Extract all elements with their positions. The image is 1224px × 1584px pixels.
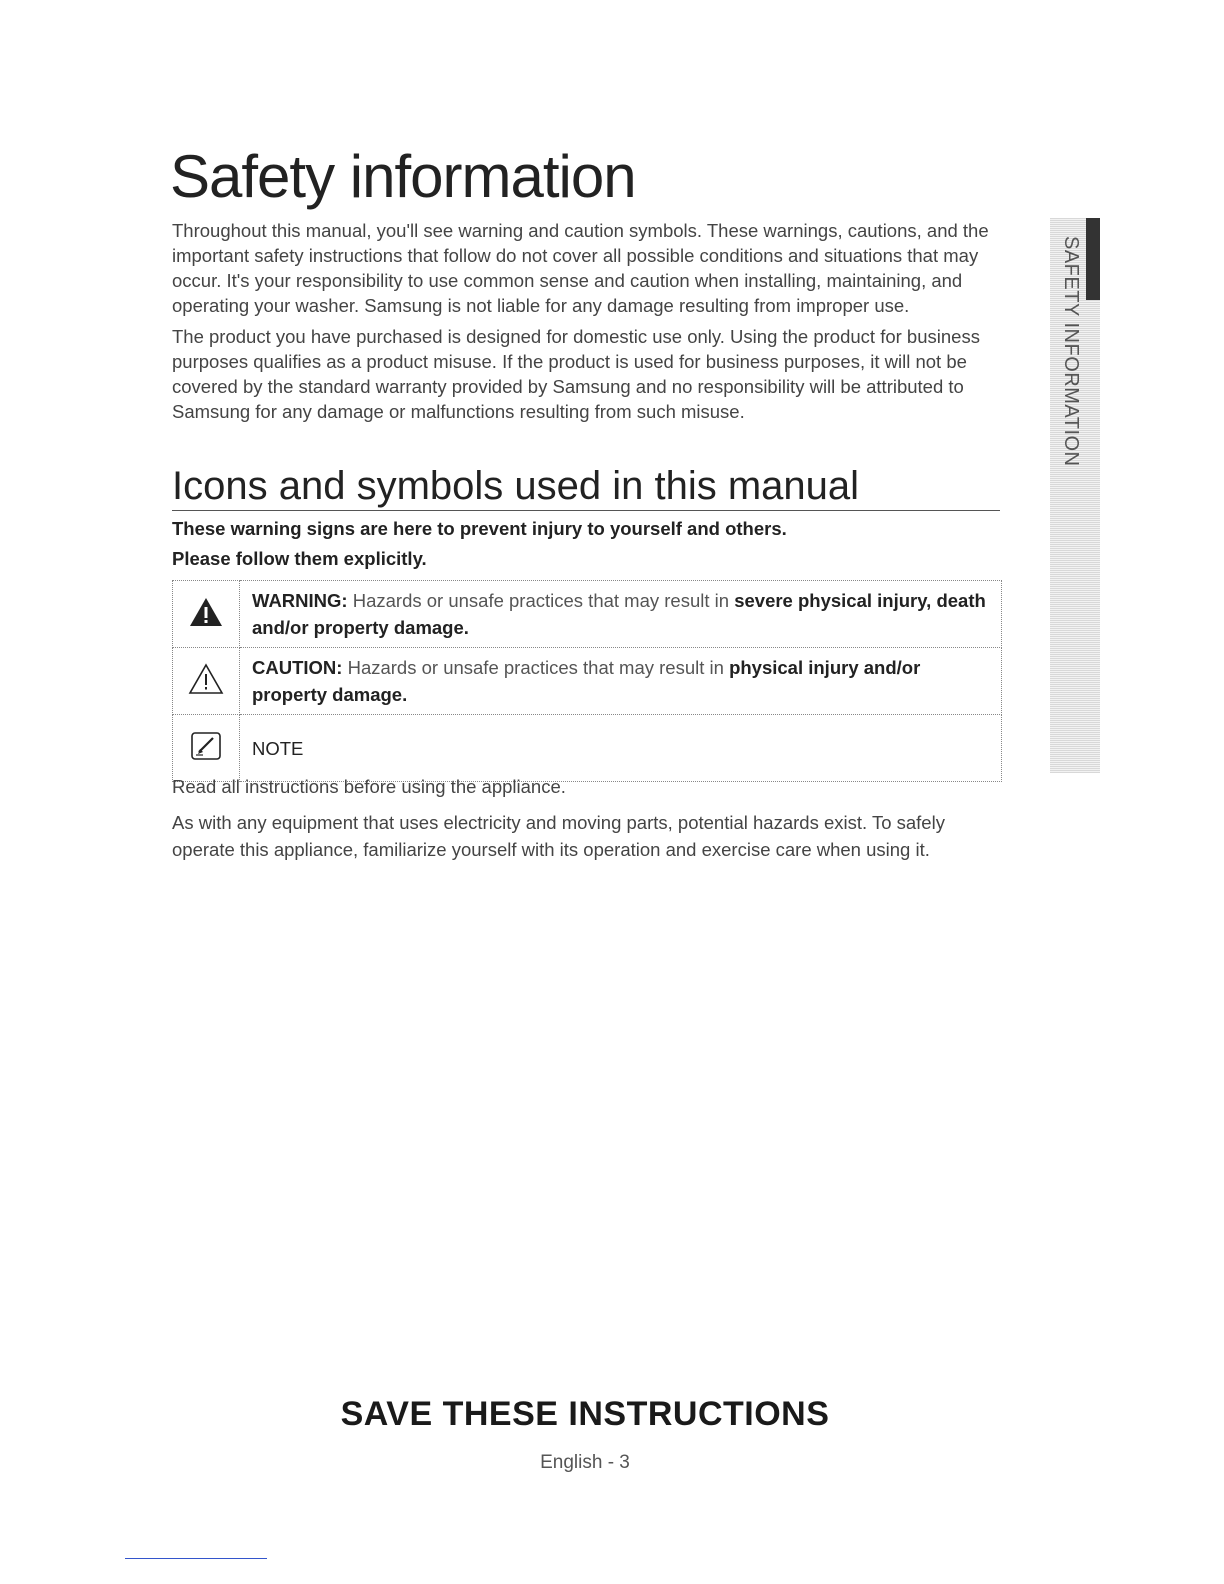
caution-outline-triangle-icon — [188, 663, 224, 695]
warning-signs-line-1: These warning signs are here to prevent injury to yourself and others. — [172, 518, 787, 539]
side-tab-label: SAFETY INFORMATION — [1060, 236, 1082, 467]
side-tab-marker — [1086, 218, 1100, 300]
after-table-section — [172, 773, 1002, 872]
warning-signs-intro — [172, 514, 1002, 574]
table-row — [173, 581, 1002, 648]
save-instructions-footer: SAVE THESE INSTRUCTIONS — [340, 1395, 830, 1433]
warning-description — [240, 581, 1002, 648]
section-heading: Icons and symbols used in this manual — [172, 462, 1000, 511]
bottom-rule — [125, 1558, 267, 1559]
warning-emphasis: severe physical injury, death and/or property damage. — [252, 590, 986, 638]
warning-filled-triangle-icon — [188, 596, 224, 628]
page-title: Safety information — [170, 143, 636, 210]
intro-paragraph-1: Throughout this manual, you'll see warning and caution symbols. These warnings, cautions, and the important safety instructions that follow do not cover all possible conditions and situations that may occur. It's your responsibility to use common sense and caution when installing, maintaining, and operating your washer. Samsung is not liable for any damage resulting from improper use. — [172, 220, 989, 316]
warning-label: WARNING: — [252, 590, 348, 611]
note-pencil-icon — [189, 730, 223, 762]
caution-emphasis: physical injury and/or property damage. — [252, 657, 921, 705]
caution-label: CAUTION: — [252, 657, 343, 678]
warning-text: Hazards or unsafe practices that may result in — [352, 590, 730, 611]
caution-description — [240, 648, 1002, 715]
note-description — [240, 715, 1002, 782]
caution-text: Hazards or unsafe practices that may result in — [347, 657, 724, 678]
intro-section — [172, 218, 1002, 430]
note-label: NOTE — [252, 737, 304, 759]
table-row — [173, 648, 1002, 715]
hazard-text: As with any equipment that uses electricity and moving parts, potential hazards exist. To safely operate this appliance, familiarize yourself with its operation and exercise care when using it. — [172, 812, 945, 860]
side-section-tab — [1050, 218, 1100, 773]
note-icon-cell — [173, 715, 240, 782]
intro-paragraph-2: The product you have purchased is designed for domestic use only. Using the product for business purposes qualifies as a product misuse. If the product is used for business purposes, it will not be covered by the standard warranty provided by Samsung and no responsibility will be attributed to Samsung for any damage or malfunctions resulting from such misuse. — [172, 326, 980, 422]
page-number: English - 3 — [540, 1452, 630, 1473]
read-instructions-text: Read all instructions before using the appliance. — [172, 776, 566, 797]
warning-icon-cell — [173, 581, 240, 648]
icons-table — [172, 580, 1002, 782]
warning-signs-line-2: Please follow them explicitly. — [172, 548, 427, 569]
caution-icon-cell — [173, 648, 240, 715]
table-row — [173, 715, 1002, 782]
